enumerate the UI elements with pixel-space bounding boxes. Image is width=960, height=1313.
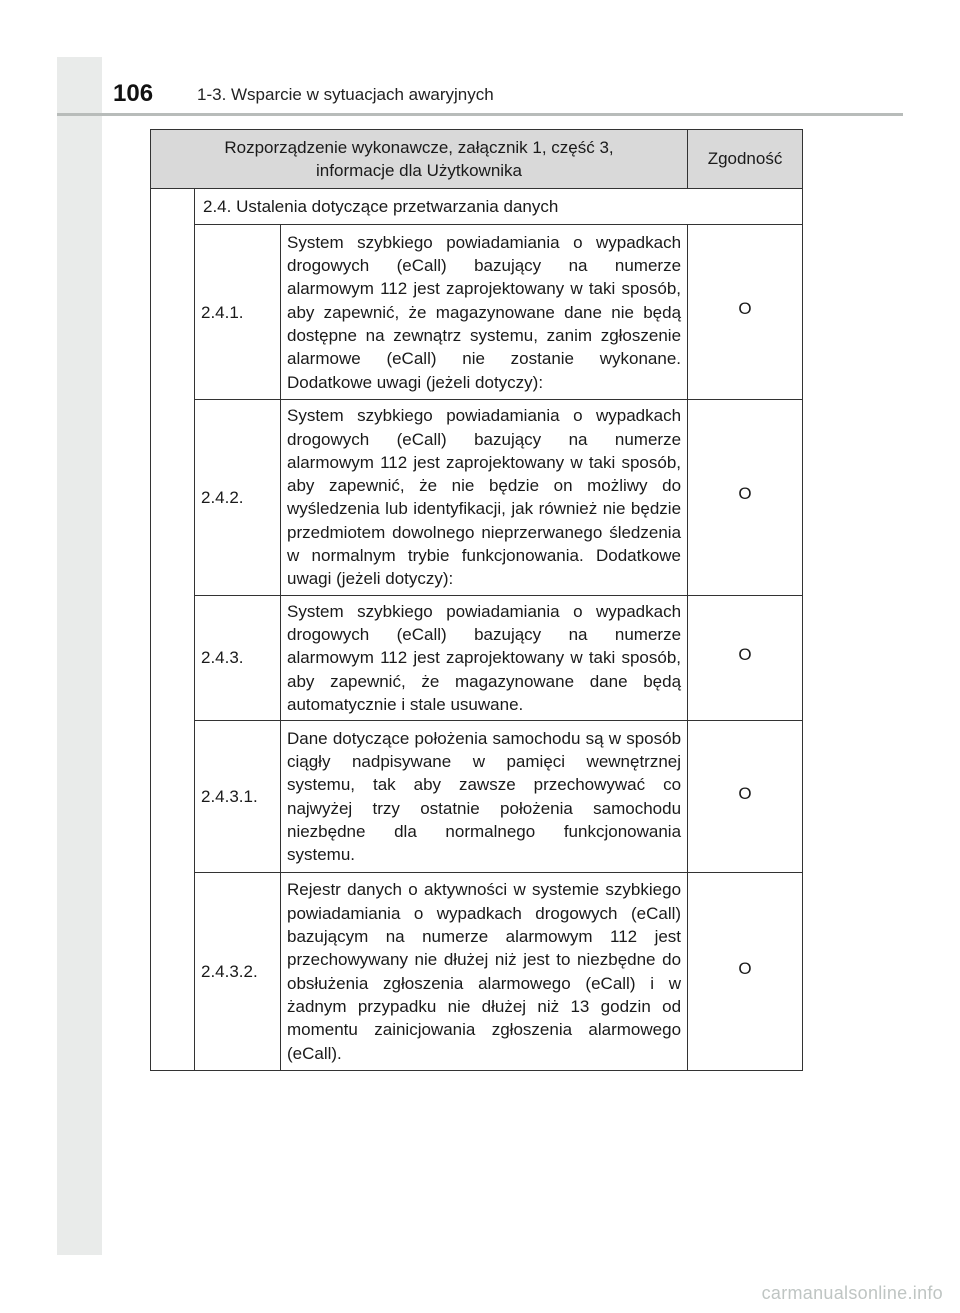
row-description: Rejestr danych o aktywności w systemie szybkiego powiadamiania o wypadkach drogowych (eCall) bazującym na numerze alarmowym 112 jest przechowywany nie dłużej niż jest to niezbędne do obsłużenia zgłoszenia alarmowego (eCall) i w żadnym przypadku nie dłużej niż 13 godzin od momentu zainicjowania zgłoszenia alarmowego (eCall). <box>281 873 688 1071</box>
row-description: Dane dotyczące położenia samochodu są w sposób ciągły nadpisywane w pamięci wewnętrznej systemu, tak aby zawsze przechowywać co najwyżej trzy ostatnie położenia samochodu niezbędne dla normalnego funkcjonowania systemu. <box>281 721 688 873</box>
row-number: 2.4.3.1. <box>195 721 281 873</box>
table-header-row <box>151 130 803 189</box>
side-band <box>57 57 102 1255</box>
table-row <box>151 721 803 873</box>
group-title: 2.4. Ustalenia dotyczące przetwarzania danych <box>195 189 803 225</box>
footer-watermark: carmanualsonline.info <box>761 1283 943 1303</box>
row-compliance: O <box>688 225 803 400</box>
column-header-compliance: Zgodność <box>688 130 803 189</box>
section-title: 1-3. Wsparcie w sytuacjach awaryjnych <box>197 85 494 104</box>
indent-cell <box>151 189 195 1071</box>
row-compliance: O <box>688 400 803 595</box>
row-number: 2.4.1. <box>195 225 281 400</box>
row-compliance: O <box>688 873 803 1071</box>
table-row <box>151 873 803 1071</box>
row-description: System szybkiego powiadamiania o wypadkach drogowych (eCall) bazujący na numerze alarmowym 112 jest zaprojektowany w taki sposób, aby zapewnić, że nie będzie on możliwy do wyśledzenia lub identyfikacji, jak również nie będzie przedmiotem dowolnego nieprzerwanego śledzenia w normalnym trybie funkcjonowania. Dodatkowe uwagi (jeżeli dotyczy): <box>281 400 688 595</box>
row-number: 2.4.3. <box>195 595 281 720</box>
row-description: System szybkiego powiadamiania o wypadkach drogowych (eCall) bazujący na numerze alarmowym 112 jest zaprojektowany w taki sposób, aby zapewnić, że magazynowane dane będą automatycznie i stale usuwane. <box>281 595 688 720</box>
row-description: System szybkiego powiadamiania o wypadkach drogowych (eCall) bazujący na numerze alarmowym 112 jest zaprojektowany w taki sposób, aby zapewnić, że magazynowane dane nie będą dostępne na zewnątrz systemu, zanim zgłoszenie alarmowe (eCall) nie zostanie wykonane. Dodatkowe uwagi (jeżeli dotyczy): <box>281 225 688 400</box>
row-compliance: O <box>688 721 803 873</box>
row-number: 2.4.2. <box>195 400 281 595</box>
row-number: 2.4.3.2. <box>195 873 281 1071</box>
group-title-row <box>151 189 803 225</box>
row-compliance: O <box>688 595 803 720</box>
compliance-table <box>150 129 803 1071</box>
header-divider <box>57 113 903 116</box>
table-row <box>151 225 803 400</box>
requirement-header-line-2: informacje dla Użytkownika <box>316 161 522 180</box>
table-row <box>151 595 803 720</box>
table-row <box>151 400 803 595</box>
page-number: 106 <box>113 80 154 107</box>
column-header-requirement <box>151 130 688 189</box>
requirement-header-line-1: Rozporządzenie wykonawcze, załącznik 1, część 3, <box>224 137 614 157</box>
